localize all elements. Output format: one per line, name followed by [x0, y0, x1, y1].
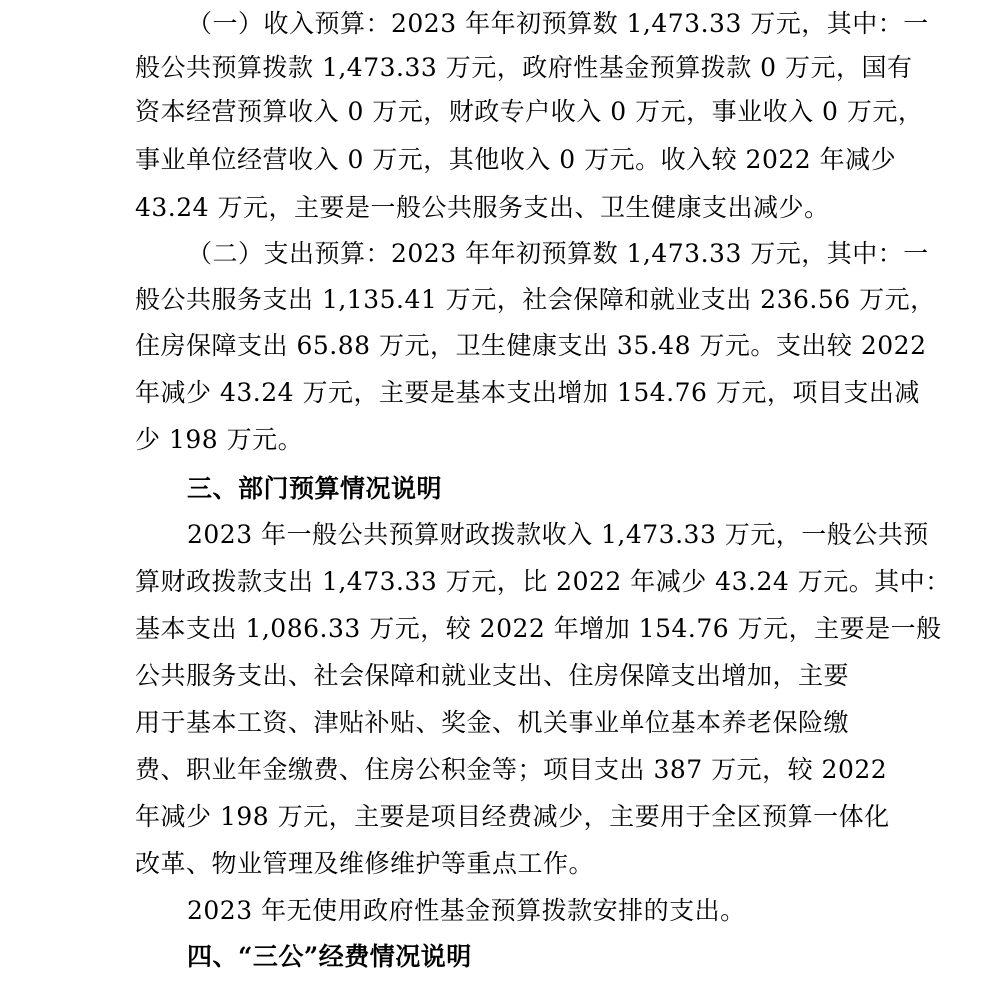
paragraph-budget-line: 费、职业年金缴费、住房公积金等；项目支出 387 万元，较 2022 — [135, 755, 888, 784]
paragraph-budget-line: 基本支出 1,086.33 万元，较 2022 年增加 154.76 万元，主要是一般 — [135, 614, 942, 643]
paragraph-expense-line: 少 198 万元。 — [135, 425, 304, 454]
paragraph-income-line: 事业单位经营收入 0 万元，其他收入 0 万元。收入较 2022 年减少 — [135, 145, 897, 174]
paragraph-income-line: 般公共预算拨款 1,473.33 万元，政府性基金预算拨款 0 万元，国有 — [135, 53, 913, 82]
paragraph-budget-line: 用于基本工资、津贴补贴、奖金、机关事业单位基本养老保险缴 — [135, 708, 850, 737]
paragraph-income-line: 43.24 万元，主要是一般公共服务支出、卫生健康支出减少。 — [135, 193, 830, 222]
paragraph-income-line: 资本经营预算收入 0 万元，财政专户收入 0 万元，事业收入 0 万元， — [135, 97, 924, 126]
paragraph-budget-line: 改革、物业管理及维修维护等重点工作。 — [135, 849, 595, 878]
paragraph-budget-line: 算财政拨款支出 1,473.33 万元，比 2022 年减少 43.24 万元。其中： — [135, 567, 951, 596]
paragraph-budget-line: 公共服务支出、社会保障和就业支出、住房保障支出增加，主要 — [135, 661, 850, 690]
section-heading-budget: 三、部门预算情况说明 — [187, 474, 443, 503]
paragraph-budget-line: 2023 年一般公共预算财政拨款收入 1,473.33 万元，一般公共预 — [187, 520, 929, 549]
paragraph-fund-note: 2023 年无使用政府性基金预算拨款安排的支出。 — [187, 896, 746, 925]
paragraph-expense-line: 住房保障支出 65.88 万元，卫生健康支出 35.48 万元。支出较 2022 — [135, 331, 927, 360]
paragraph-expense-line: （二）支出预算：2023 年年初预算数 1,473.33 万元，其中：一 — [187, 239, 929, 268]
section-heading-three-public: 四、“三公”经费情况说明 — [187, 942, 472, 971]
paragraph-expense-line: 般公共服务支出 1,135.41 万元，社会保障和就业支出 236.56 万元， — [135, 285, 936, 314]
paragraph-income-line: （一）收入预算：2023 年年初预算数 1,473.33 万元，其中：一 — [187, 9, 929, 38]
paragraph-budget-line: 年减少 198 万元，主要是项目经费减少，主要用于全区预算一体化 — [135, 802, 890, 831]
paragraph-expense-line: 年减少 43.24 万元，主要是基本支出增加 154.76 万元，项目支出减 — [135, 378, 920, 407]
